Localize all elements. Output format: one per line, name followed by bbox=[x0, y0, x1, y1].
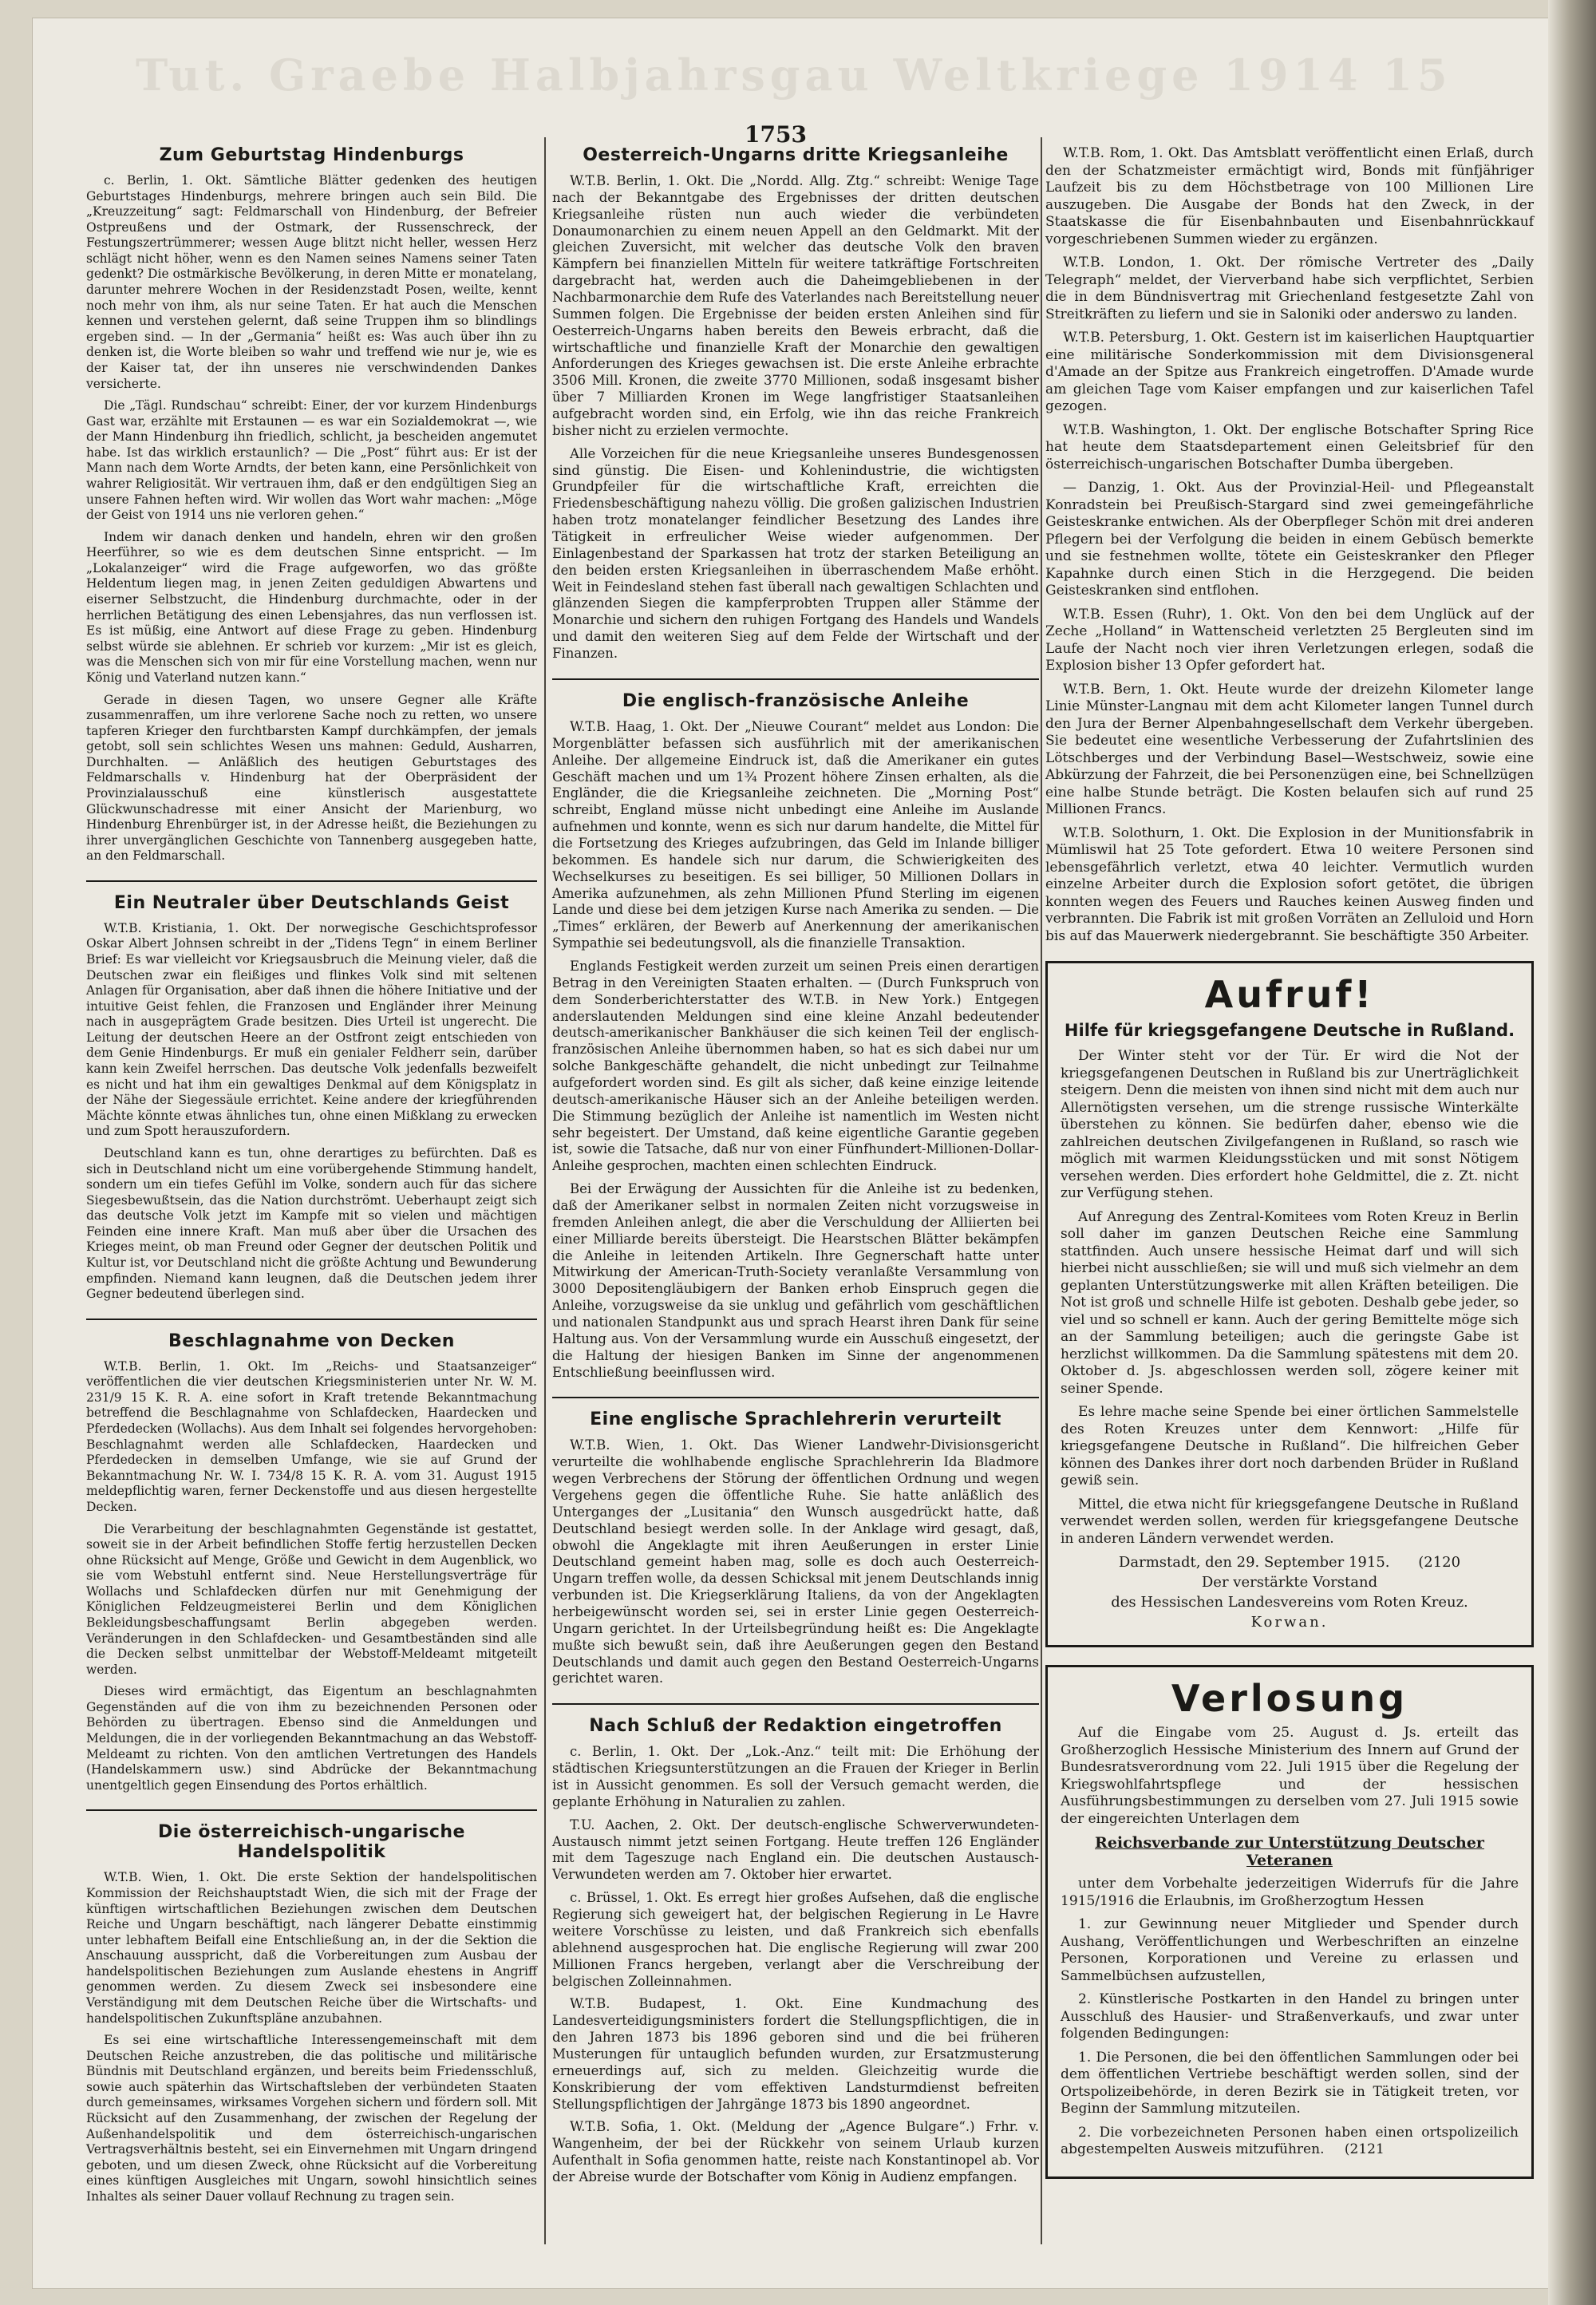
article-paragraph: W.T.B. Wien, 1. Okt. Das Wiener Landwehr-Divisionsgericht verurteilte die wohlhabende englische Sprachlehrerin Ida Bladmore wegen Verbrechens der Störung der öffentlichen Ordnung und wegen Vergehens gegen die öffentliche Ruhe. Sie hatte anläßlich des Unterganges der „Lusitania“ den Wunsch ausgedrückt hatte, daß Deutschland besiegt werden solle. In der Anklage wird gesagt, daß, obwohl die Angeklagte mit ihren Aeußerungen in erster Linie Deutschland gemeint haben mag, solle es doch auch Oesterreich-Ungarn treffen wolle, da dessen Schicksal mit jenem Deutschlands innig verbunden ist. Die Kriegserklärung Italiens, da von der Angeklagten herbeigewünscht worden sei, sei in erster Linie gegen Oesterreich-Ungarn gerichtet. In der Urteilsbegründung heißt es: Die Angeklagte mußte sich bewußt sein, daß ihre Aeußerungen gegen den Bestand Deutschlands und damit auch gegen den Bestand Oesterreich-Ungarns gerichtet waren. bbox=[552, 1437, 1039, 1686]
article-paragraph: T.U. Aachen, 2. Okt. Der deutsch-englische Schwerverwundeten-Austausch nimmt jetzt seinen Fortgang. Heute treffen 126 Engländer mit dem Tageszuge nach England ein. Die deutschen Austausch-Verwundeten werden am 7. Oktober hier erwartet. bbox=[552, 1817, 1039, 1883]
page-number: 1753 bbox=[745, 121, 807, 148]
article-paragraph: Alle Vorzeichen für die neue Kriegsanleihe unseres Bundesgenossen sind günstig. Die Eisen- und Kohlenindustrie, die wichtigsten Grundpfeiler für die wirtschaftliche Kraft, erreichten die Friedensbeschäftigung nahezu völlig. Die großen galizischen Industrien haben trotz monatelanger feindlicher Besetzung des Landes ihre Tätigkeit in erfreulicher Weise wieder aufgenommen. Der Einlagenbestand der Sparkassen hat trotz der starken Beteiligung an den beiden ersten Kriegsanleihen in überraschendem Maße erhöht. Weit in Feindesland stehen fast überall nach gewaltigen Schlachten und glänzenden Siegen die kampferprobten Truppen aller Stämme der Monarchie und sichern den ruhigen Fortgang des Handels und Wandels und damit den weiteren Sieg auf dem Felde der Wirtschaft und der Finanzen. bbox=[552, 445, 1039, 662]
article-headline: Zum Geburtstag Hindenburgs bbox=[159, 145, 464, 165]
verlosung-paragraph: 1. Die Personen, die bei den öffentlichen Sammlungen oder bei dem öffentlichen Vertriebe beschäftigt werden sollen, sind der Ortspolizeibehörde, in deren Bezirk sie in Tätigkeit treten, vor Beginn der Sammlung mitzuteilen. bbox=[1061, 2049, 1519, 2117]
article-paragraph: W.T.B. Sofia, 1. Okt. (Meldung der „Agence Bulgare“.) Frhr. v. Wangenheim, der bei der Rückkehr von seinem Urlaub kurzen Aufenthalt in Sofia genommen hatte, reiste nach Konstantinopel ab. Vor der Abreise wurde der Botschafter vom König in Audienz empfangen. bbox=[552, 2119, 1039, 2184]
verlosung-paragraph: Auf die Eingabe vom 25. August d. Js. erteilt das Großherzoglich Hessische Ministerium des Innern auf Grund der Bundesratsverordnung vom 22. Juli 1915 über die Regelung der Kriegswohlfahrtspflege und der hessischen Ausführungsbestimmungen zu derselben vom 27. Juli 1915 sowie der eingereichten Unterlagen dem bbox=[1061, 1725, 1519, 1827]
article-paragraph: W.T.B. Berlin, 1. Okt. Die „Nordd. Allg. Ztg.“ schreibt: Wenige Tage nach der Bekanntgabe des Ergebnisses der dritten deutschen Kriegsanleihe rüsten nun auch wieder die verbündeten Donaumonarchien zu einem neuen Appell an den Geldmarkt. Mit der gleichen Zuversicht, mit welcher das deutsche Volk den braven Kämpfern bei finanziellen Mitteln für weitere tatkräftige Fortschreiten dargebracht hat, werden auch die Daheimgebliebenen in der Nachbarmonarchie dem Rufe des Vaterlandes nach Bereitstellung neuer Summen folgen. Die Ergebnisse der beiden ersten Anleihen sind für Oesterreich-Ungarns haben bereits den Beweis erbracht, daß die wirtschaftliche und finanzielle Kraft der Monarchie den gewaltigen Anforderungen des Krieges gewachsen ist. Die erste Anleihe erbrachte 3506 Mill. Kronen, die zweite 3770 Millionen, sodaß insgesamt bisher über 7 Milliarden Kronen im Wege langfristiger Staatsanleihen aufgebracht worden sind, ein Erfolg, wie ihn das reiche Frankreich bisher nicht zu erzielen vermochte. bbox=[552, 173, 1039, 438]
aufruf-paragraph: Es lehre mache seine Spende bei einer örtlichen Sammelstelle des Roten Kreuzes unter dem Kennwort: „Hilfe für kriegsgefangene Deutsche in Rußland“. Die hilfreichen Geber können des Dankes ihrer dort noch darbenden Brüder in Rußland gewiß sein. bbox=[1061, 1404, 1519, 1489]
bleed-through-text: Tut. Graebe Halbjahrsgau Weltkriege 1914 15 bbox=[136, 49, 1452, 101]
aufruf-number: (2120 bbox=[1418, 1554, 1461, 1571]
aufruf-paragraph: Mittel, die etwa nicht für kriegsgefangene Deutsche in Rußland verwendet werden sollen, werden für kriegsgefangene Deutsche in anderen Ländern verwendet werden. bbox=[1061, 1496, 1519, 1547]
article bbox=[86, 145, 537, 864]
article-paragraph: Englands Festigkeit werden zurzeit um seinen Preis einen derartigen Betrag in den Vereinigten Staaten erhalten. — (Durch Funkspruch von dem Sonderberichterstatter des W.T.B. in New York.) Entgegen anderslautenden Meldungen sind eine kleine Anzahl bedeutender deutsch-amerikanischer Bankhäuser die sich keinen Teil der englisch-französischen Anleihe übernommen haben, so hat es sich dabei nur um solche Bankgeschäfte gehandelt, die nicht unbedingt zur Teilnahme aufgefordert worden sind. Es gilt als sicher, daß keine einzige leitende deutsch-amerikanische Häuser sich an der Anleihe beteiligen werden. Die Stimmung bezüglich der Anleihe ist namentlich im Westen nicht sehr begeistert. Der Umstand, daß keine eigentliche Garantie gegeben ist, sowie die Tatsache, daß nur von einer Fünfhundert-Millionen-Dollar-Anleihe gesprochen, machten einen schlechten Eindruck. bbox=[552, 958, 1039, 1174]
article-paragraph: W.T.B. Kristiania, 1. Okt. Der norwegische Geschichtsprofessor Oskar Albert Johnsen schreibt in der „Tidens Tegn“ in einem Berliner Brief: Es war vielleicht vor Kriegsausbruch die Meinung vieler, daß die Deutschen zwar ein fleißiges und flinkes Volk sind mit seltenen Anlagen für Organisation, aber daß ihnen die höhere Initiative und der intuitive Geist fehlen, die Franzosen und Engländer ihrer Meinung nach in ausgeprägtem Grade besitzen. Dies Urteil ist ungerecht. Die Leitung der deutschen Heere an der Ostfront zeigt entschieden von dem Genie Hindenburgs. Er muß ein genialer Feldherr sein, darüber kann kein Zweifel herrschen. Das deutsche Volk jedenfalls bezweifelt es nicht und hat ihm ein gewaltiges Denkmal auf dem Königsplatz in der Nähe der Siegessäule errichtet. Keine andere der kriegführenden Mächte könnte etwas ähnliches tun, ohne einen Mißklang zu erwecken und zum Spott herauszufordern. bbox=[86, 920, 537, 1139]
article-paragraph: W.T.B. Wien, 1. Okt. Die erste Sektion der handelspolitischen Kommission der Reichshauptstadt Wien, die sich mit der Frage der künftigen wirtschaftlichen Beziehungen zwischen dem Deutschen Reiche und Ungarn beschäftigt, nach längerer Debatte einstimmig unter lebhaftem Beifall eine Entschließung an, in der die Sektion die Anschauung ausspricht, daß die Vorbereitungen zum Ausbau der handelspolitischen Beziehungen zum Auslande ehestens in Angriff genommen werden. Zu diesem Zweck sei insbesondere eine Verständigung mit dem Deutschen Reiche über die Wirtschafts- und handelspolitischen Zukunftspläne anzubahnen. bbox=[86, 1870, 537, 2026]
aufruf-signature: des Hessischen Landesvereins vom Roten Kreuz. bbox=[1111, 1594, 1468, 1611]
article bbox=[86, 1331, 537, 1794]
article-headline: Nach Schluß der Redaktion eingetroffen bbox=[589, 1716, 1002, 1737]
article-headline: Die englisch-französische Anleihe bbox=[622, 690, 970, 711]
article bbox=[86, 893, 537, 1303]
article-paragraph: W.T.B. Petersburg, 1. Okt. Gestern ist im kaiserlichen Hauptquartier eine militärische Sonderkommission mit dem Divisionsgeneral d'Amade an der Spitze aus Frankreich eingetroffen. D'Amade wurde am gleichen Tage vom Kaiser empfangen und zur kaiserlichen Tafel gezogen. bbox=[1045, 330, 1534, 414]
article-paragraph: c. Berlin, 1. Okt. Der „Lok.-Anz.“ teilt mit: Die Erhöhung der städtischen Kriegsunterstützungen an die Frauen der Krieger in Berlin ist in Aussicht genommen. Es soll der Versuch gemacht werden, die geplante Erhöhung in Naturalien zu zahlen. bbox=[552, 1744, 1039, 1809]
article-paragraph: c. Brüssel, 1. Okt. Es erregt hier großes Aufsehen, daß die englische Regierung sich geweigert hat, der belgischen Regierung in Le Havre weitere Vorschüsse zu leisten, und daß Frankreich sich ebenfalls ablehnend ausgesprochen hat. Die englische Regierung will zwar 200 Millionen Francs hergeben, verlangt aber die Verschreibung der belgischen Zolleinnahmen. bbox=[552, 1890, 1039, 1989]
article bbox=[552, 1716, 1039, 2185]
aufruf-paragraph: Der Winter steht vor der Tür. Er wird die Not der kriegsgefangenen Deutschen in Rußland bis zur Unerträglichkeit steigern. Denn die meisten von ihnen sind nicht mit dem auch nur Allernötigsten versehen, um die strenge russische Winterkälte überstehen zu können. Sie bedürfen daher, ebenso wie die zahlreichen deutschen Zivilgefangenen in Rußland, so rasch wie möglich mit warmen Kleidungsstücken und mit sonst Nötigem versehen werden. Dies erfordert hohe Geldmittel, die z. Zt. nicht zur Verfügung stehen. bbox=[1061, 1048, 1519, 1201]
article bbox=[1045, 145, 1534, 945]
article-paragraph: W.T.B. Essen (Ruhr), 1. Okt. Von den bei dem Unglück auf der Zeche „Holland“ in Wattenscheid verletzten 25 Bergleuten sind im Laufe der Nacht noch vier ihren Verletzungen erlegen, sodaß die Explosion bisher 13 Opfer gefordert hat. bbox=[1045, 606, 1534, 674]
article-paragraph: c. Berlin, 1. Okt. Sämtliche Blätter gedenken des heutigen Geburtstages Hindenburgs, mehrere bringen auch sein Bild. Die „Kreuzzeitung“ sagt: Feldmarschall von Hindenburg, der Befreier Ostpreußens und der Ostmark, der Russenschreck, der Festungszertrümmerer; wessen Auge blitzt nicht heller, wessen Herz schlägt nicht höher, wenn es den Namen seines Namens seiner Taten gedenkt? Die ostmärkische Bevölkerung, in deren Mitte er monatelang, darunter mehrere Wochen in der Residenzstadt Posen, weilte, kennt noch mehr von ihm, als nur seine Taten. Er hat auch die Menschen kennen und verstehen gelernt, daß seine Truppen ihm so blindlings ergeben sind. — In der „Germania“ heißt es: Was auch über ihn zu denken ist, die Worte bleiben so wahr und treffend wie nur je, wie es der Kaiser tat, der ihn unseres nie verschwindenden Dankes versicherte. bbox=[86, 173, 537, 391]
article-paragraph: Bei der Erwägung der Aussichten für die Anleihe ist zu bedenken, daß der Amerikaner selbst in normalen Zeiten nicht vorzugsweise in fremden Anleihen anlegt, die aber die Verschuldung der Alliierten bei einer Milliarde bereits übersteigt. Die Hearstschen Blätter bekämpfen die Anleihe in leitenden Artikeln. Ihre Gegnerschaft hatte unter Mitwirkung der American-Truth-Society veranlaßte Versammlung von 3000 Depositengläubigern der Banken erhob Einspruch gegen die Anleihe, vorzugsweise da sie unklug und gefährlich vom geschäftlichen und nationalen Standpunkt aus und sprach Hearst ihren Dank für seine Haltung aus. Von der Versammlung wurde ein Ausschuß eingesetzt, der die Haltung der hiesigen Banken im Sinne der angenommenen Entschließung beeinflussen wird. bbox=[552, 1181, 1039, 1380]
article-divider bbox=[552, 1397, 1039, 1398]
article-headline: Oesterreich-Ungarns dritte Kriegsanleihe bbox=[583, 145, 1009, 165]
article-paragraph: Deutschland kann es tun, ohne derartiges zu befürchten. Daß es sich in Deutschland nicht um eine vorübergehende Stimmung handelt, sondern um ein tiefes Gefühl im Volke, sondern auch für das sichere Siegesbewußtsein, das die Nation durchströmt. Ueberhaupt zeigt sich das deutsche Volk jetzt im Kampfe mit so vielen und mächtigen Feinden eine innere Kraft. Man muß aber über die Ursachen des Krieges meint, ob man Freund oder Gegner der deutschen Politik und Kultur ist, vor Deutschland nicht die größte Achtung und Bewunderung empfinden. Niemand kann leugnen, daß die Deutschen jedem ihrer Gegner bedeutend überlegen sind. bbox=[86, 1145, 537, 1302]
aufruf-signature: Der verstärkte Vorstand bbox=[1201, 1574, 1378, 1591]
article-divider bbox=[86, 1809, 537, 1811]
article-paragraph: Es sei eine wirtschaftliche Interessengemeinschaft mit dem Deutschen Reiche anzustreben, die das politische und militärische Bündnis mit Deutschland ergänzen, und bereits beim Friedensschluß, sowie auch späterhin das Wirtschaftsleben der verbündeten Staaten durch gemeinsames, wirksames Vorgehen sichern und fördern soll. Mit Rücksicht auf den Zusammenhang, der zwischen der Regelung der Außenhandelspolitik und dem österreichisch-ungarischen Vertragsverhältnis besteht, sei ein Einvernehmen mit Ungarn dringend geboten, und um diesen Zweck, ohne Rücksicht auf die Vorbereitung eines künftigen Ausgleiches mit Ungarn, sowohl hinsichtlich seines Inhaltes als seiner Dauer vollauf Rechnung zu tragen sein. bbox=[86, 2033, 537, 2204]
article bbox=[552, 1409, 1039, 1687]
article-paragraph: W.T.B. Washington, 1. Okt. Der englische Botschafter Spring Rice hat heute dem Staatsdepartement einen Geleitsbrief für den österreichisch-ungarischen Botschafter Dumba übergeben. bbox=[1045, 421, 1534, 472]
article-paragraph: Indem wir danach denken und handeln, ehren wir den großen Heerführer, so wie es dem deutschen Sinne entspricht. — Im „Lokalanzeiger“ wird die Frage aufgeworfen, wo das größte Heldentum liegen mag, in jenen Zeiten geduldigen Abwartens und eiserner Selbstzucht, die Hindenburg durchmachte, oder in der herrlichen Betätigung des einen Lebensjahres, das nun verflossen ist. Es ist müßig, eine Antwort auf diese Frage zu geben. Hindenburg selbst würde sie ablehnen. Er schrieb vor kurzem: „Mir ist es gleich, was die Menschen sich von mir für eine Vorstellung machen, wenn nur König und Vaterland nutzen kann.“ bbox=[86, 529, 537, 685]
verlosung-title: Verlosung bbox=[1171, 1677, 1408, 1720]
book-binding-edge bbox=[1548, 0, 1596, 2305]
column-2 bbox=[552, 145, 1039, 2202]
aufruf-subtitle: Hilfe für kriegsgefangene Deutsche in Rußland. bbox=[1064, 1021, 1515, 1040]
article-headline: Ein Neutraler über Deutschlands Geist bbox=[113, 892, 510, 913]
column-1 bbox=[86, 145, 537, 2220]
article bbox=[552, 145, 1039, 662]
verlosung-number: (2121 bbox=[1344, 2141, 1385, 2157]
article bbox=[86, 1822, 537, 2204]
article-paragraph: W.T.B. Haag, 1. Okt. Der „Nieuwe Courant“ meldet aus London: Die Morgenblätter befassen sich ausführlich mit der amerikanischen Anleihe. Der allgemeine Eindruck ist, daß die Amerikaner ein gutes Geschäft machen und um 1¾ Prozent höhere Zinsen erhalten, als die Engländer, die die Kriegsanleihe zeichneten. Die „Morning Post“ schreibt, England müsse nicht unbedingt eine Anleihe im Auslande aufnehmen und konnte, wenn es sich nur darum handelte, die Mittel für die Fortsetzung des Krieges aufzubringen, das Geld im Inlande billiger bekommen. Es handele sich nur darum, die Schwierigkeiten des Wechselkurses zu beseitigen. Es sei billiger, 50 Millionen Dollars in Amerika aufzunehmen, als zehn Millionen Pfund Sterling im eigenen Lande und diese bei dem jetzigen Kurse nach Amerika zu senden. — Die „Times“ erklären, der Bewerb auf Anerkennung der amerikanischen Sympathie sei bedeutungsvoll, als die finanzielle Transaktion. bbox=[552, 718, 1039, 951]
aufruf-date: Darmstadt, den 29. September 1915. bbox=[1118, 1554, 1390, 1571]
article-divider bbox=[86, 1319, 537, 1320]
article-paragraph: W.T.B. Berlin, 1. Okt. Im „Reichs- und Staatsanzeiger“ veröffentlichen die vier deutschen Kriegsministerien unter Nr. W. M. 231/9 15 K. R. A. eine sofort in Kraft tretende Bekanntmachung betreffend die Beschlagnahme von Schlafdecken, Haardecken und Pferdedecken (Wollachs). Aus dem Inhalt sei folgendes hervorgehoben: Beschlagnahmt werden alle Schlafdecken, Haardecken und Pferdedecken in demselben Umfange, wie sie auf Grund der Bekanntmachung Nr. W. I. 734/8 15 K. R. A. vom 31. August 1915 meldepflichtig waren, ferner Deckenstoffe und aus diesen hergestellte Decken. bbox=[86, 1358, 537, 1514]
newspaper-page bbox=[32, 18, 1556, 2289]
article-paragraph: Die Verarbeitung der beschlagnahmten Gegenstände ist gestattet, soweit sie in der Arbeit befindlichen Stoffe fertig herzustellen Decken ohne Rücksicht auf Menge, Größe und Gewicht in dem Augenblick, wo sie vom Webstuhl entfernt sind. Neue Herstellungsverträge für Wollachs und Schlafdecken dürfen nur mit Genehmigung der Königlichen Feldzeugmeisterei Berlin und dem Königlichen Bekleidungsbeschaffungsamt Berlin abgegeben werden. Veränderungen in den Schlafdecken- und Gesamtbeständen sind alle die Decken selbst unmittelbar der Webstoff-Meldeamt mitgeteilt werden. bbox=[86, 1521, 537, 1677]
news-briefs bbox=[1045, 145, 1534, 945]
column-rule bbox=[1041, 137, 1042, 2244]
verlosung-subhead: Reichsverbande zur Unterstützung Deutscher Veteranen bbox=[1095, 1834, 1484, 1869]
article-paragraph: Die „Tägl. Rundschau“ schreibt: Einer, der vor kurzem Hindenburgs Gast war, erzählte mit Erstaunen — es war ein Sozialdemokrat —, wie der Mann Hindenburg ihn friedlich, schlicht, ja bescheiden angemutet habe. Ist das wirklich erstaunlich? — Die „Post“ führt aus: Er ist der Mann nach dem Worte Arndts, der beten kann, eine Persönlichkeit von wahrer Religiosität. Wir vertrauen ihm, daß er den endgültigen Sieg an unsere Fahnen heften wird. Wir wollen das Wort wahr machen: „Möge der Geist von 1914 uns nie verloren gehen.“ bbox=[86, 398, 537, 523]
article-headline: Beschlagnahme von Decken bbox=[168, 1330, 455, 1351]
column-3 bbox=[1045, 145, 1534, 2196]
verlosung-paragraph: unter dem Vorbehalte jederzeitigen Widerrufs für die Jahre 1915/1916 die Erlaubnis, im Großherzogtum Hessen bbox=[1061, 1876, 1519, 1909]
aufruf-signature-name: Korwan. bbox=[1250, 1614, 1329, 1631]
aufruf-paragraph: Auf Anregung des Zentral-Komitees vom Roten Kreuz in Berlin soll daher im ganzen Deutschen Reiche eine Sammlung stattfinden. Auch unsere hessische Heimat darf und will sich hierbei nicht ausschließen; sie will und muß sich vielmehr an dem geplanten Unterstützungswerke mit allen Kräften beteiligen. Die Not ist groß und schnelle Hilfe ist geboten. Deshalb gebe jeder, so viel und so schnell er kann. Auch der gering Bemittelte möge sich an der Sammlung beteiligen; auch die geringste Gabe ist herzlichst willkommen. Da die Sammlung spätestens mit dem 20. Oktober d. Js. abgeschlossen werden soll, zögere keiner mit seiner Spende. bbox=[1061, 1208, 1519, 1397]
article-paragraph: — Danzig, 1. Okt. Aus der Provinzial-Heil- und Pflegeanstalt Konradstein bei Preußisch-Stargard sind zwei gemeingefährliche Geisteskranke entwichen. Als der Oberpfleger Schön mit drei anderen Pflegern bei der Verfolgung die beiden in einem Gebüsch bemerkte und sie festnehmen wollte, tötete ein Geisteskranker den Pfleger Kapahnke durch einen Stich in die Herzgegend. Die beiden Geisteskranken sind entflohen. bbox=[1045, 480, 1534, 599]
verlosung-paragraph: 1. zur Gewinnung neuer Mitglieder und Spender durch Aushang, Veröffentlichungen und Werbeschriften an einzelne Personen, Korporationen und Vereine zu erlassen und Sammelbüchsen aufzustellen, bbox=[1061, 1916, 1519, 1984]
column-rule bbox=[544, 137, 546, 2244]
aufruf-date-line bbox=[1061, 1554, 1519, 1571]
article-divider bbox=[552, 1703, 1039, 1705]
article-paragraph: W.T.B. Solothurn, 1. Okt. Die Explosion in der Munitionsfabrik in Mümliswil hat 25 Tote gefordert. Etwa 10 weitere Personen sind lebensgefährlich verletzt, etwa 40 leichter. Vermutlich wurden einzelne Arbeiter durch die Explosion sofort getötet, die übrigen konnten wegen des Feuers und Rauches keinen Ausweg finden und verbrannten. Die Fabrik ist mit großen Vorräten an Zelluloid und Horn bis auf das Mauerwerk niedergebrannt. Sie beschäftigte 350 Arbeiter. bbox=[1045, 824, 1534, 944]
article-headline: Die österreichisch-ungarische Handelspolitik bbox=[158, 1822, 465, 1863]
verlosung-paragraph-text: 2. Die vorbezeichneten Personen haben einen ortspolizeilich abgestempelten Ausweis mitzuführen. bbox=[1061, 2124, 1519, 2157]
aufruf-title: Aufruf! bbox=[1204, 973, 1375, 1016]
verlosung-announcement bbox=[1045, 1665, 1534, 2179]
article-divider bbox=[552, 678, 1039, 680]
article bbox=[552, 691, 1039, 1382]
verlosung-paragraph bbox=[1061, 2125, 1519, 2159]
verlosung-paragraph: 2. Künstlerische Postkarten in den Handel zu bringen unter Ausschluß des Hausier- und Straßenverkaufs, und zwar unter folgenden Bedingungen: bbox=[1061, 1991, 1519, 2042]
article-headline: Eine englische Sprachlehrerin verurteilt bbox=[590, 1409, 1001, 1430]
article-paragraph: Gerade in diesen Tagen, wo unsere Gegner alle Kräfte zusammenraffen, um ihre verlorene Sache noch zu retten, wo unsere tapferen Krieger den furchtbarsten Kampf durchkämpfen, der jemals getobt, soll sein schlichtes Wesen uns mahnen: Geduld, Ausharren, Durchhalten. — Anläßlich des heutigen Geburtstages des Feldmarschalls v. Hindenburg hat der Oberpräsident der Provinzialausschuß eine künstlerisch ausgestattete Glückwunschadresse mit einer Ansicht der Marienburg, wo Hindenburg Ehrenbürger ist, in der Adresse heißt, die Beziehungen zu ihrer unvergänglichen Geschichte von Tannenberg ausgegeben hatte, an den Feldmarschall. bbox=[86, 692, 537, 864]
article-paragraph: W.T.B. Rom, 1. Okt. Das Amtsblatt veröffentlicht einen Erlaß, durch den der Schatzmeister ermächtigt wird, Bonds mit fünfjähriger Laufzeit bis zu dem Höchstbetrage von 100 Millionen Lire auszugeben. Die Ausgabe der Bonds hat den Zweck, in der Staatskasse die für Eisenbahnbauten und Eisenbahnrückkauf vorgeschriebenen Summen wieder zu ergänzen. bbox=[1045, 145, 1534, 247]
article-paragraph: W.T.B. Bern, 1. Okt. Heute wurde der dreizehn Kilometer lange Linie Münster-Langnau mit dem acht Kilometer langen Tunnel durch den Jura der Berner Alpenbahngesellschaft dem Verkehr übergeben. Sie bedeutet eine wesentliche Verbesserung der Zufahrtslinien des Lötschberges und der Verbindung Basel—Westschweiz, sowie eine Abkürzung der Fahrzeit, die bei Personenzügen eine, bei Schnellzügen eine halbe Stunde beträgt. Die Kosten belaufen sich auf rund 25 Millionen Francs. bbox=[1045, 681, 1534, 817]
article-paragraph: W.T.B. London, 1. Okt. Der römische Vertreter des „Daily Telegraph“ meldet, der Vierverband habe sich verpflichtet, Serbien die in dem Bündnisvertrag mit Griechenland festgesetzte Zahl von Streitkräften zu liefern und sie in Saloniki oder anderswo zu landen. bbox=[1045, 255, 1534, 322]
article-divider bbox=[86, 880, 537, 882]
article-paragraph: W.T.B. Budapest, 1. Okt. Eine Kundmachung des Landesverteidigungsministers fordert die Stellungspflichtigen, die in den Jahren 1873 bis 1896 geboren sind und die bei früheren Musterungen für untauglich befunden wurden, zur Ersatzmusterung erneuerdings auf, sich zu melden. Gleichzeitig wurde die Konskribierung der vom effektiven Landsturmdienst befreiten Stellungspflichtigen der Jahrgänge 1873 bis 1890 angeordnet. bbox=[552, 1996, 1039, 2112]
article-paragraph: Dieses wird ermächtigt, das Eigentum an beschlagnahmten Gegenständen auf die von ihm zu bezeichnenden Personen oder Behörden zu übertragen. Ebenso sind die Anmeldungen und Meldungen, die in der vorliegenden Bekanntmachung an das Webstoff-Meldeamt zu richten. Von den amtlichen Vertretungen des Handels (Handelskammern usw.) sind Abdrücke der Bekanntmachung unentgeltlich gegen Einsendung des Portos erhältlich. bbox=[86, 1684, 537, 1793]
aufruf-announcement bbox=[1045, 961, 1534, 1647]
